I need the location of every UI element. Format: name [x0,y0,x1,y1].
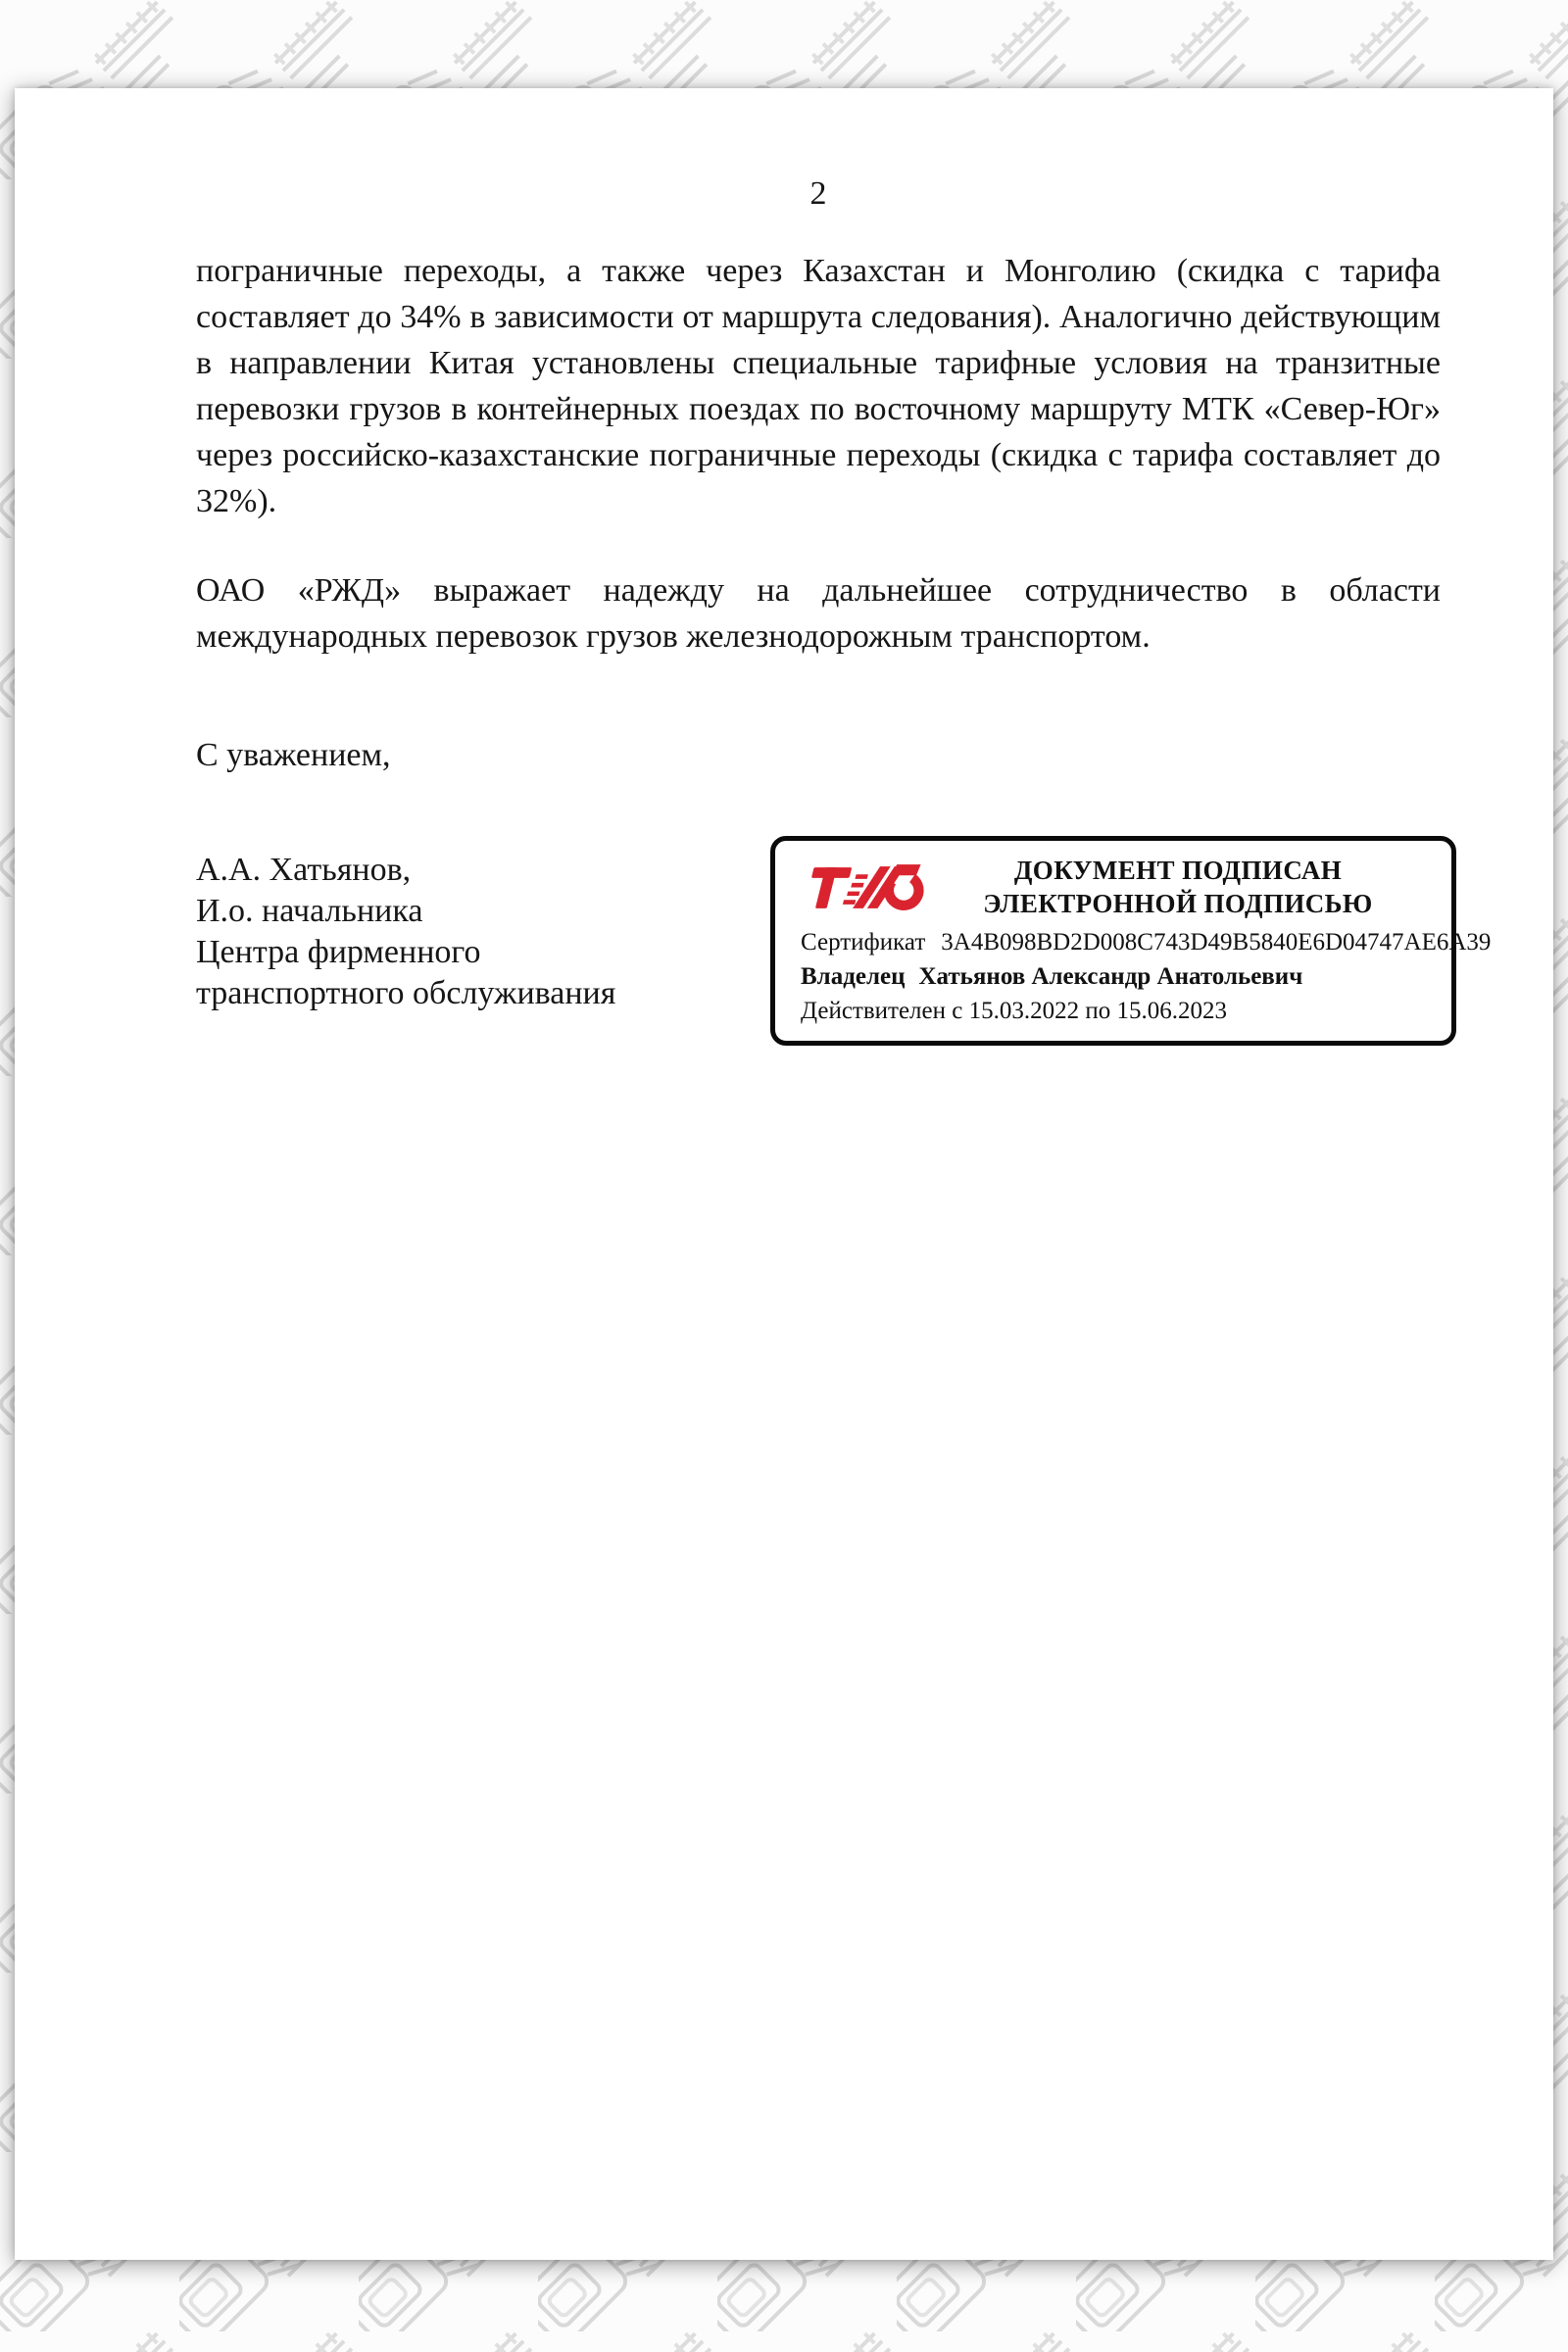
owner-line [801,959,1430,994]
validity-line: Действителен с 15.03.2022 по 15.06.2023 [801,998,1227,1024]
owner-value: Хатьянов Александр Анатольевич [918,963,1303,990]
stamp-header [801,854,1430,920]
stamp-title [926,854,1430,920]
stamp-details [801,925,1492,1028]
electronic-signature-stamp [770,836,1492,1046]
page-content [196,88,1492,1024]
certificate-label: Сертификат [801,929,926,956]
owner-label: Владелец [801,963,906,990]
signatory-title-line: Центра фирменного [196,934,481,970]
page-number: 2 [809,175,827,212]
document-page [15,88,1553,2260]
stamp-title-line2: ЭЛЕКТРОННОЙ ПОДПИСЬЮ [983,889,1373,918]
closing-salutation: С уважением, [196,737,391,773]
signature-row [196,850,1492,1024]
certificate-value: 3A4B098BD2D008C743D49B5840E6D04747AE6A39 [941,929,1492,956]
signatory-name: А.А. Хатьянов, [196,852,412,888]
certificate-line [801,925,1492,959]
stamp-title-line1: ДОКУМЕНТ ПОДПИСАН [1013,856,1343,885]
body-paragraph-1: пограничные переходы, а также через Казахстан и Монголию (скидка с тарифа составляет до 34% в зависимости от маршрута следования). Аналогично действующим в направлении Китая установлены специальные тарифные условия на транзитные перевозки грузов в контейнерных поездах по восточному маршруту МТК «Север-Юг» через российско-казахстанские пограничные переходы (скидка с тарифа составляет до 32%). [196,253,1441,519]
signatory-title-line: транспортного обслуживания [196,975,616,1011]
rzd-logo-icon [801,859,926,914]
body-paragraph-2: ОАО «РЖД» выражает надежду на дальнейшее сотрудничество в области международных перевозок грузов железнодорожным транспортом. [196,572,1441,655]
signatory-title-line: И.о. начальника [196,893,423,929]
